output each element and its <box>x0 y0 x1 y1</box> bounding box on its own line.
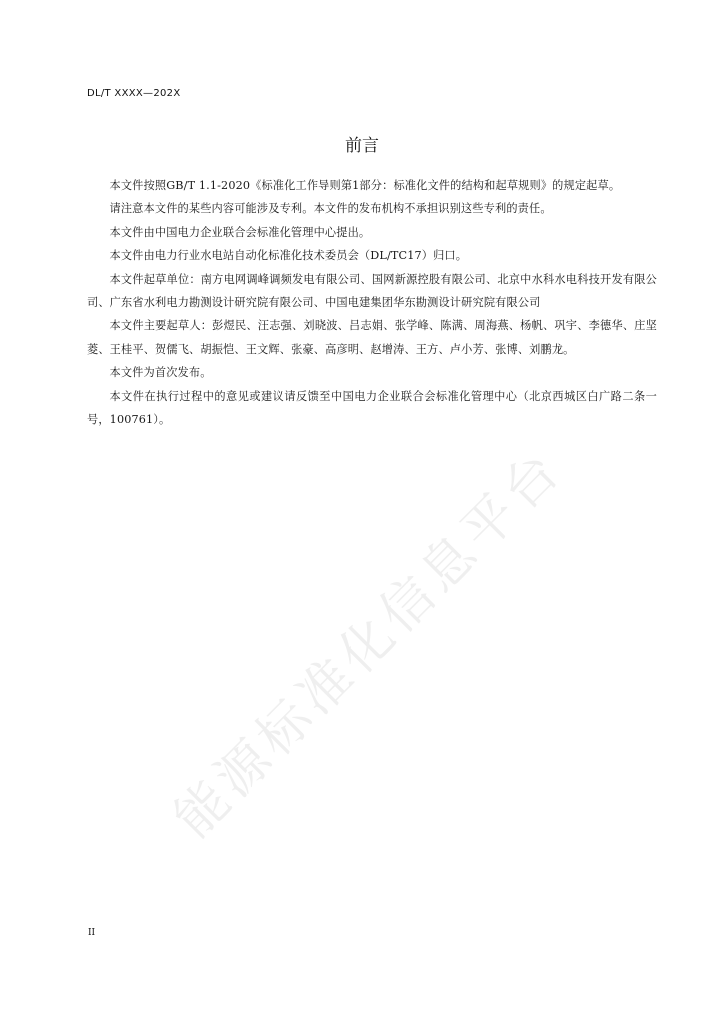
paragraph-drafting-units: 本文件起草单位：南方电网调峰调频发电有限公司、国网新源控股有限公司、北京中水科水电科技开发有限公司、广东省水利电力勘测设计研究院有限公司、中国电建集团华东勘测设计研究院有限公司 <box>87 272 657 310</box>
paragraph-drafting-rules: 本文件按照GB/T 1.1-2020《标准化工作导则第1部分：标准化文件的结构和起草规则》的规定起草。 <box>109 179 621 192</box>
paragraph-first-release: 本文件为首次发布。 <box>109 366 212 380</box>
page-title: 前言 <box>345 136 379 156</box>
document-code: DL/T XXXX—202X <box>87 88 181 99</box>
paragraph-proposer: 本文件由中国电力企业联合会标准化管理中心提出。 <box>109 225 371 239</box>
paragraph-committee: 本文件由电力行业水电站自动化标准化技术委员会（DL/TC17）归口。 <box>109 249 468 263</box>
watermark: 能源标准化信息平台 <box>163 438 575 850</box>
foreword-body <box>87 174 657 431</box>
paragraph-patent-notice: 请注意本文件的某些内容可能涉及专利。本文件的发布机构不承担识别这些专利的责任。 <box>109 202 552 216</box>
paragraph-drafters: 本文件主要起草人：彭煜民、汪志强、刘晓波、吕志娟、张学峰、陈满、周海燕、杨帆、巩宇、李德华、庄坚菱、王桂平、贺儒飞、胡振恺、王文辉、张豪、高彦明、赵增涛、王方、卢小芳、张博、刘鹏龙。 <box>87 319 657 356</box>
page-number: II <box>88 928 96 938</box>
paragraph-feedback: 本文件在执行过程中的意见或建议请反馈至中国电力企业联合会标准化管理中心（北京西城区白广路二条一号，100761）。 <box>87 389 657 427</box>
